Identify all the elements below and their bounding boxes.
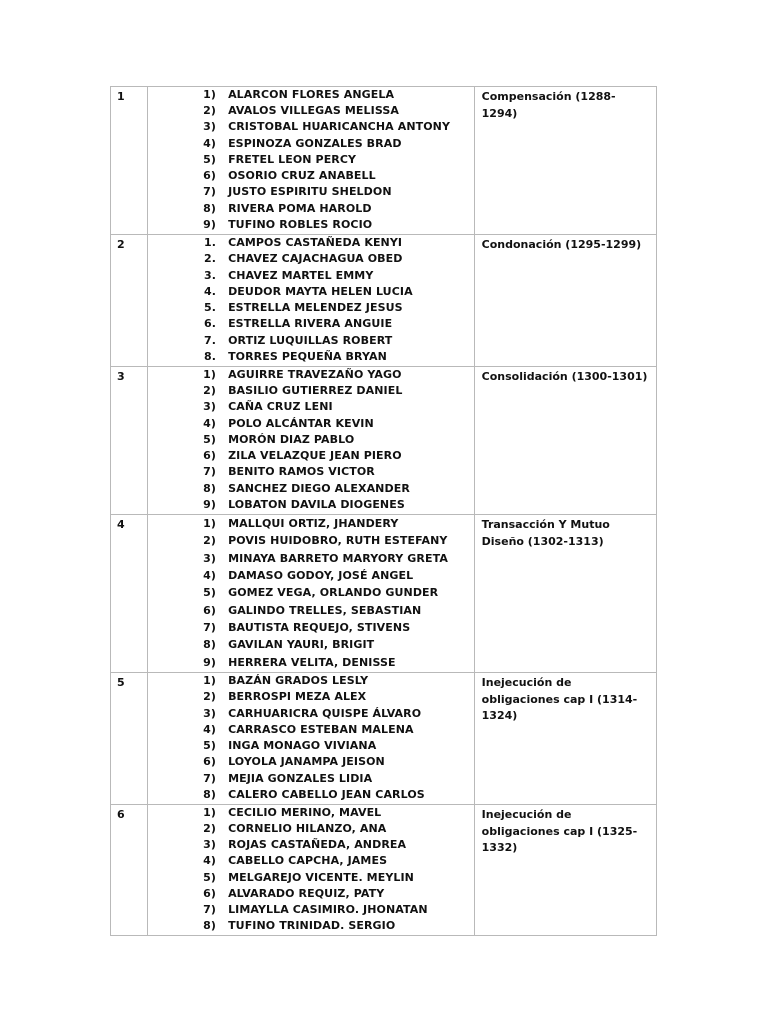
member-item — [148, 821, 474, 837]
member-name: CABELLO CAPCHA, JAMES — [228, 854, 388, 868]
member-name: RIVERA POMA HAROLD — [228, 201, 372, 215]
group-number-cell — [111, 805, 148, 936]
group-members-cell — [148, 87, 475, 235]
member-item — [148, 602, 474, 619]
member-number: 2) — [203, 384, 217, 398]
member-name: ALVARADO REQUIZ, PATY — [228, 886, 385, 900]
member-name: MEJIA GONZALES LIDIA — [228, 771, 373, 785]
member-item — [148, 673, 474, 689]
member-number: 7) — [203, 902, 217, 916]
member-number: 5) — [203, 870, 217, 884]
member-item — [148, 333, 474, 349]
members-list — [148, 515, 474, 671]
group-number-cell — [111, 87, 148, 235]
member-item — [148, 448, 474, 464]
member-number: 1. — [204, 236, 217, 249]
group-number-cell — [111, 235, 148, 367]
member-item — [148, 886, 474, 902]
member-item — [148, 152, 474, 168]
member-number: 3) — [203, 706, 217, 720]
member-name: MINAYA BARRETO MARYORY GRETA — [228, 551, 448, 565]
member-name: LOBATON DAVILA DIOGENES — [228, 497, 405, 511]
member-number: 7) — [203, 185, 217, 199]
member-number: 4) — [203, 416, 217, 430]
member-item — [148, 515, 474, 532]
member-number: 8. — [204, 349, 217, 363]
member-number: 8) — [203, 481, 217, 495]
member-name: ORTIZ LUQUILLAS ROBERT — [228, 333, 393, 347]
member-item — [148, 432, 474, 448]
group-topic-cell — [474, 515, 656, 673]
member-name: DEUDOR MAYTA HELEN LUCIA — [228, 284, 413, 298]
member-number: 3) — [203, 838, 217, 852]
member-name: INGA MONAGO VIVIANA — [228, 739, 377, 752]
member-item — [148, 184, 474, 200]
member-number: 6. — [204, 317, 217, 331]
member-item — [148, 870, 474, 886]
member-number: 8) — [203, 787, 217, 801]
member-name: CORNELIO HILANZO, ANA — [228, 822, 387, 836]
member-number: 2. — [204, 252, 217, 266]
member-number: 9) — [203, 497, 217, 511]
member-name: LOYOLA JANAMPA JEISON — [228, 755, 385, 769]
member-name: CARHUARICRA QUISPE ÁLVARO — [228, 706, 422, 720]
group-number: 6 — [117, 808, 125, 821]
member-number: 5) — [203, 432, 217, 446]
member-name: POLO ALCÁNTAR KEVIN — [228, 416, 374, 430]
member-name: MALLQUI ORTIZ, JHANDERY — [228, 517, 399, 530]
member-number: 2) — [203, 690, 217, 704]
member-item — [148, 619, 474, 636]
member-item — [148, 268, 474, 284]
group-topic: Compensación (1288-1294) — [481, 90, 616, 120]
member-number: 4) — [203, 854, 217, 868]
member-name: SANCHEZ DIEGO ALEXANDER — [228, 481, 410, 495]
member-item — [148, 251, 474, 267]
member-item — [148, 567, 474, 584]
group-members-cell — [148, 805, 475, 936]
group-topic: Inejecución de obligaciones cap I (1314-1324) — [481, 676, 638, 722]
member-name: AVALOS VILLEGAS MELISSA — [228, 104, 399, 118]
member-item — [148, 481, 474, 497]
member-number: 1) — [203, 806, 217, 819]
member-name: BAZÁN GRADOS LESLY — [228, 674, 369, 687]
member-name: BASILIO GUTIERREZ DANIEL — [228, 384, 403, 398]
group-members-cell — [148, 235, 475, 367]
group-members-cell — [148, 673, 475, 805]
group-members-cell — [148, 367, 475, 515]
member-item — [148, 87, 474, 103]
member-name: TUFINO ROBLES ROCIO — [228, 217, 373, 231]
member-item — [148, 349, 474, 365]
member-item — [148, 787, 474, 803]
member-number: 7) — [203, 620, 217, 634]
member-name: CECILIO MERINO, MAVEL — [228, 806, 382, 819]
member-number: 8) — [203, 201, 217, 215]
member-name: FRETEL LEON PERCY — [228, 152, 357, 166]
member-item — [148, 235, 474, 251]
member-item — [148, 383, 474, 399]
member-name: CHAVEZ CAJACHAGUA OBED — [228, 252, 403, 266]
member-number: 8) — [203, 638, 217, 652]
group-number: 5 — [117, 676, 125, 689]
member-number: 1) — [203, 517, 217, 530]
group-row — [111, 515, 657, 673]
member-item — [148, 119, 474, 135]
member-name: DAMASO GODOY, JOSÉ ANGEL — [228, 568, 414, 582]
member-number: 2) — [203, 822, 217, 836]
member-item — [148, 316, 474, 332]
group-number: 4 — [117, 518, 125, 531]
member-name: GOMEZ VEGA, ORLANDO GUNDER — [228, 586, 439, 600]
member-number: 3) — [203, 551, 217, 565]
members-list — [148, 87, 474, 233]
member-item — [148, 201, 474, 217]
group-topic-cell — [474, 673, 656, 805]
member-item — [148, 399, 474, 415]
member-name: TUFINO TRINIDAD. SERGIO — [228, 918, 396, 932]
member-item — [148, 532, 474, 549]
member-name: CRISTOBAL HUARICANCHA ANTONY — [228, 120, 451, 134]
member-number: 5) — [203, 739, 217, 752]
member-name: CARRASCO ESTEBAN MALENA — [228, 722, 414, 736]
group-topic-cell — [474, 367, 656, 515]
member-item — [148, 550, 474, 567]
member-name: ROJAS CASTAÑEDA, ANDREA — [228, 838, 407, 852]
group-topic-cell — [474, 805, 656, 936]
group-members-cell — [148, 515, 475, 673]
member-item — [148, 217, 474, 233]
member-item — [148, 805, 474, 821]
member-number: 3) — [203, 120, 217, 134]
member-number: 5) — [203, 586, 217, 600]
member-item — [148, 584, 474, 601]
members-list — [148, 673, 474, 803]
member-item — [148, 497, 474, 513]
member-item — [148, 168, 474, 184]
group-topic-cell — [474, 87, 656, 235]
member-name: BENITO RAMOS VICTOR — [228, 465, 375, 479]
member-number: 6) — [203, 886, 217, 900]
member-name: CAÑA CRUZ LENI — [228, 400, 333, 414]
group-row — [111, 805, 657, 936]
member-number: 4) — [203, 722, 217, 736]
member-item — [148, 902, 474, 918]
member-name: CAMPOS CASTAÑEDA KENYI — [228, 236, 403, 249]
member-number: 9) — [203, 217, 217, 231]
member-name: ESPINOZA GONZALES BRAD — [228, 136, 402, 150]
member-item — [148, 284, 474, 300]
member-name: GALINDO TRELLES, SEBASTIAN — [228, 603, 422, 617]
group-row — [111, 235, 657, 367]
member-item — [148, 300, 474, 316]
member-name: CALERO CABELLO JEAN CARLOS — [228, 787, 425, 801]
member-number: 2) — [203, 104, 217, 118]
member-number: 1) — [203, 674, 217, 687]
member-number: 7) — [203, 771, 217, 785]
member-number: 7. — [204, 333, 217, 347]
member-name: ALARCON FLORES ANGELA — [228, 88, 395, 101]
member-item — [148, 416, 474, 432]
member-name: TORRES PEQUEÑA BRYAN — [228, 349, 387, 363]
member-item — [148, 689, 474, 705]
member-item — [148, 722, 474, 738]
member-item — [148, 103, 474, 119]
member-number: 4. — [204, 284, 217, 298]
member-number: 5. — [204, 301, 217, 314]
member-name: AGUIRRE TRAVEZAÑO YAGO — [228, 368, 402, 381]
groups-table — [110, 86, 657, 936]
member-name: BAUTISTA REQUEJO, STIVENS — [228, 620, 411, 634]
group-topic: Condonación (1295-1299) — [481, 238, 642, 251]
member-name: BERROSPI MEZA ALEX — [228, 690, 367, 704]
member-number: 6) — [203, 169, 217, 183]
member-item — [148, 367, 474, 383]
group-topic: Consolidación (1300-1301) — [481, 370, 648, 383]
group-number: 1 — [117, 90, 125, 103]
member-item — [148, 754, 474, 770]
group-row — [111, 673, 657, 805]
member-item — [148, 771, 474, 787]
member-name: ESTRELLA RIVERA ANGUIE — [228, 317, 393, 331]
member-item — [148, 853, 474, 869]
member-number: 3. — [204, 268, 217, 282]
member-number: 3) — [203, 400, 217, 414]
group-row — [111, 367, 657, 515]
member-number: 1) — [203, 368, 217, 381]
member-item — [148, 706, 474, 722]
member-number: 1) — [203, 88, 217, 101]
group-topic: Transacción Y Mutuo Diseño (1302-1313) — [481, 518, 610, 548]
member-item — [148, 837, 474, 853]
group-number-cell — [111, 515, 148, 673]
member-name: LIMAYLLA CASIMIRO. JHONATAN — [228, 902, 428, 916]
member-item — [148, 136, 474, 152]
member-name: HERRERA VELITA, DENISSE — [228, 655, 396, 669]
member-number: 9) — [203, 655, 217, 669]
member-item — [148, 464, 474, 480]
member-name: GAVILAN YAURI, BRIGIT — [228, 638, 375, 652]
member-item — [148, 918, 474, 934]
member-name: CHAVEZ MARTEL EMMY — [228, 268, 374, 282]
group-topic: Inejecución de obligaciones cap I (1325-1332) — [481, 808, 638, 854]
group-row — [111, 87, 657, 235]
member-number: 2) — [203, 534, 217, 548]
group-number: 2 — [117, 238, 125, 251]
member-number: 8) — [203, 918, 217, 932]
member-number: 7) — [203, 465, 217, 479]
group-number: 3 — [117, 370, 125, 383]
member-number: 6) — [203, 603, 217, 617]
member-name: MELGAREJO VICENTE. MEYLIN — [228, 870, 414, 884]
member-number: 6) — [203, 449, 217, 463]
member-name: OSORIO CRUZ ANABELL — [228, 169, 376, 183]
member-name: ESTRELLA MELENDEZ JESUS — [228, 301, 403, 314]
member-number: 5) — [203, 152, 217, 166]
member-item — [148, 636, 474, 653]
members-list — [148, 805, 474, 934]
group-number-cell — [111, 367, 148, 515]
members-list — [148, 235, 474, 365]
member-number: 4) — [203, 568, 217, 582]
member-number: 6) — [203, 755, 217, 769]
group-number-cell — [111, 673, 148, 805]
member-name: MORÓN DIAZ PABLO — [228, 432, 355, 446]
groups-table-body — [111, 87, 657, 936]
member-name: POVIS HUIDOBRO, RUTH ESTEFANY — [228, 534, 448, 548]
members-list — [148, 367, 474, 513]
member-item — [148, 738, 474, 754]
member-number: 4) — [203, 136, 217, 150]
member-name: JUSTO ESPIRITU SHELDON — [228, 185, 392, 199]
group-topic-cell — [474, 235, 656, 367]
member-item — [148, 654, 474, 671]
member-name: ZILA VELAZQUE JEAN PIERO — [228, 449, 402, 463]
